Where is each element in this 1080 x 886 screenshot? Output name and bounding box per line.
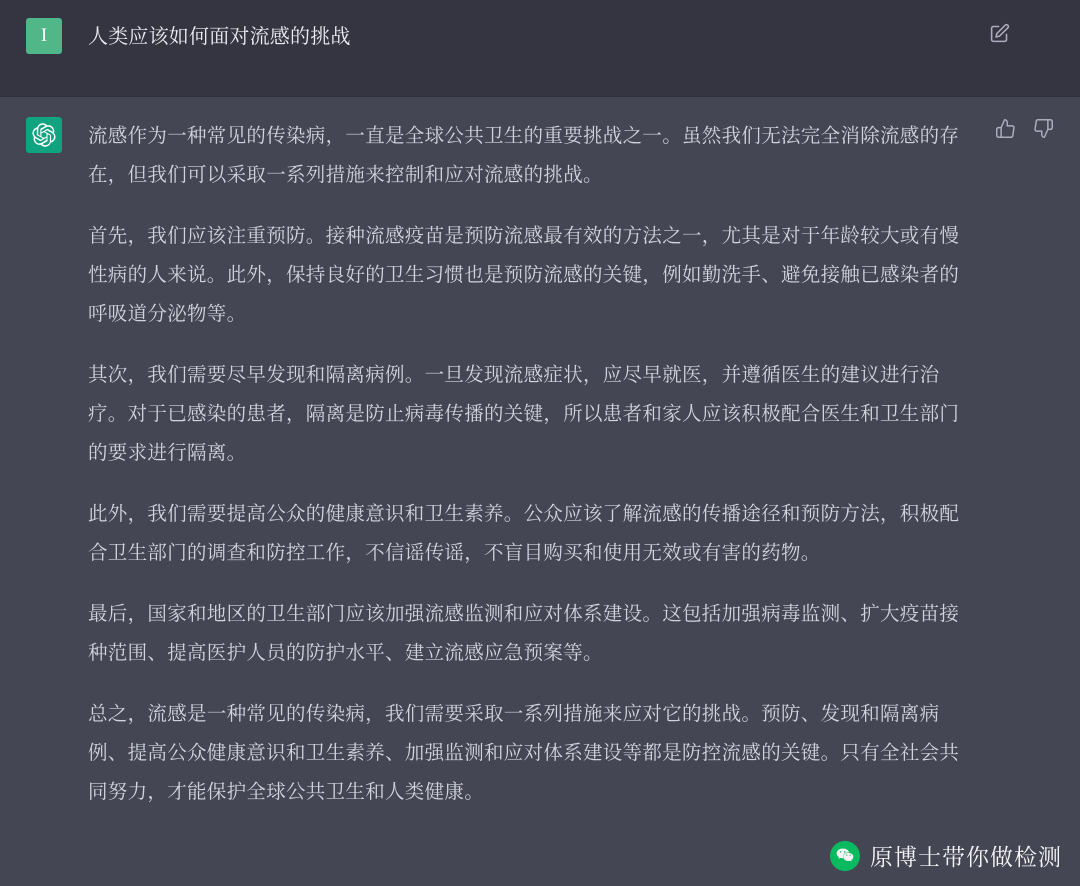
watermark-text: 原博士带你做检测 <box>870 845 1062 870</box>
thumbs-down-icon[interactable] <box>1032 117 1054 139</box>
assistant-paragraph: 此外，我们需要提高公众的健康意识和卫生素养。公众应该了解流感的传播途径和预防方法，积极配合卫生部门的调查和防控工作，不信谣传谣，不盲目购买和使用无效或有害的药物。 <box>88 503 960 564</box>
watermark <box>830 839 1062 872</box>
assistant-message-row <box>0 96 1080 886</box>
avatar-initial: I <box>40 25 48 46</box>
assistant-paragraph: 总之，流感是一种常见的传染病，我们需要采取一系列措施来应对它的挑战。预防、发现和隔离病例、提高公众健康意识和卫生素养、加强监测和应对体系建设等都是防控流感的关键。只有全社会共同努力，才能保护全球公共卫生和人类健康。 <box>88 703 960 803</box>
avatar <box>26 18 62 54</box>
avatar <box>26 117 62 153</box>
assistant-paragraph: 流感作为一种常见的传染病，一直是全球公共卫生的重要挑战之一。虽然我们无法完全消除流感的存在，但我们可以采取一系列措施来控制和应对流感的挑战。 <box>88 125 960 186</box>
assistant-paragraph: 最后，国家和地区的卫生部门应该加强流感监测和应对体系建设。这包括加强病毒监测、扩大疫苗接种范围、提高医护人员的防护水平、建立流感应急预案等。 <box>88 603 960 664</box>
user-message-actions <box>988 22 1010 44</box>
wechat-icon <box>830 841 860 871</box>
edit-pencil-icon[interactable] <box>988 22 1010 44</box>
assistant-avatar-column <box>0 117 88 153</box>
assistant-paragraph: 其次，我们需要尽早发现和隔离病例。一旦发现流感症状，应尽早就医，并遵循医生的建议进行治疗。对于已感染的患者，隔离是防止病毒传播的关键，所以患者和家人应该积极配合医生和卫生部门的要求进行隔离。 <box>88 364 960 464</box>
user-message-row <box>0 0 1080 96</box>
user-message-text: 人类应该如何面对流感的挑战 <box>88 26 351 48</box>
assistant-message-content <box>88 117 1080 812</box>
assistant-paragraph: 首先，我们应该注重预防。接种流感疫苗是预防流感最有效的方法之一，尤其是对于年龄较大或有慢性病的人来说。此外，保持良好的卫生习惯也是预防流感的关键，例如勤洗手、避免接触已感染者的呼吸道分泌物等。 <box>88 225 960 325</box>
user-message-content <box>88 18 1080 52</box>
assistant-message-actions <box>994 117 1054 139</box>
thumbs-up-icon[interactable] <box>994 117 1016 139</box>
user-avatar-column <box>0 18 88 54</box>
openai-logo-icon <box>32 123 56 147</box>
